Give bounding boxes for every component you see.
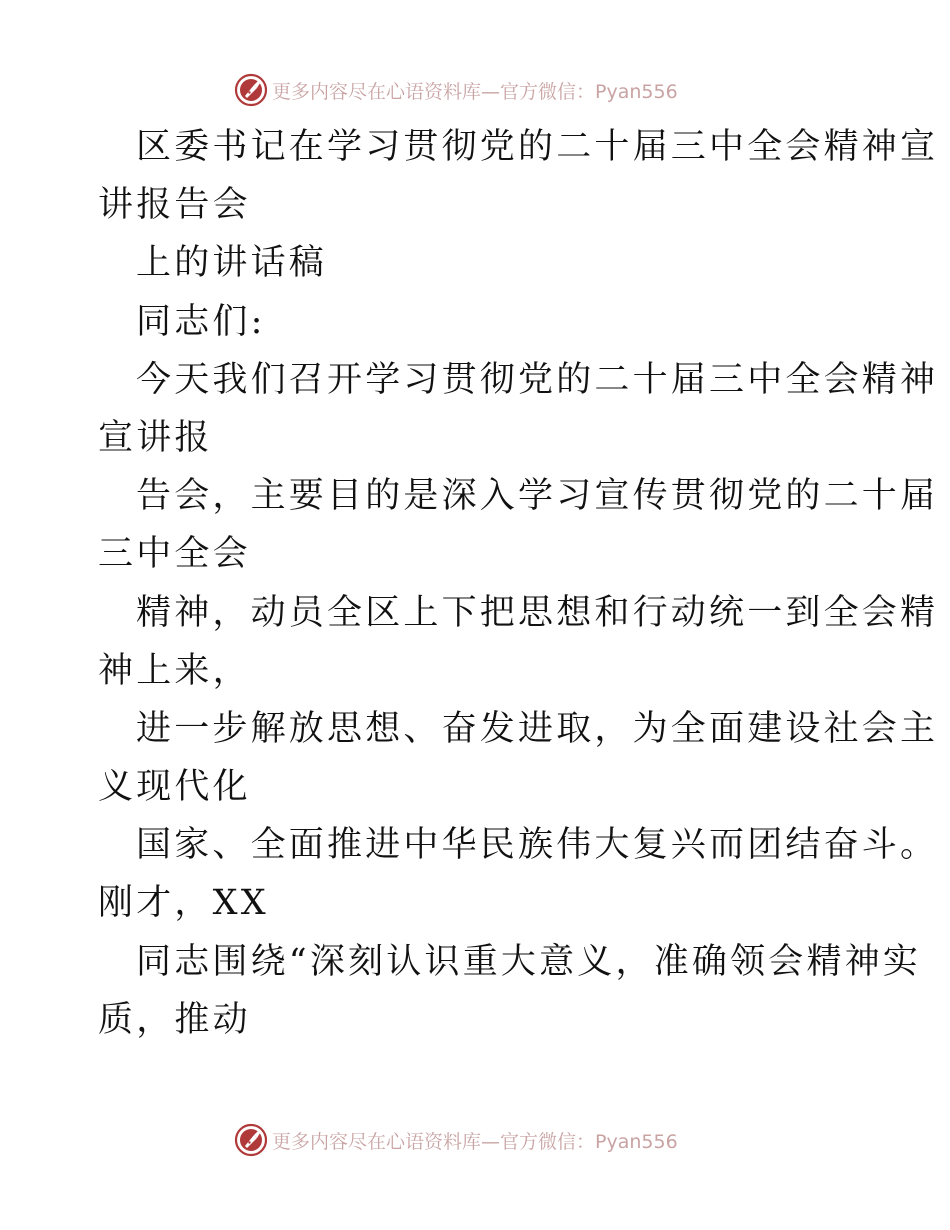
- document-body: [98, 118, 939, 1049]
- document-line: 三中全会: [98, 534, 251, 575]
- document-line: 进一步解放思想、奋发进取，为全面建设社会主: [136, 708, 939, 749]
- watermark-text: 更多内容尽在心语资料库—官方微信：Pyan556: [272, 1130, 678, 1153]
- document-line: 刚才，XX: [98, 883, 269, 924]
- document-line: 神上来，: [98, 650, 251, 691]
- watermark-text: 更多内容尽在心语资料库—官方微信：Pyan556: [272, 80, 678, 103]
- document-line: 区委书记在学习贯彻党的二十届三中全会精神宣: [136, 127, 939, 167]
- document-line: 告会，主要目的是深入学习宣传贯彻党的二十届: [136, 476, 939, 517]
- pen-nib-logo-icon: [234, 1123, 268, 1157]
- pen-nib-logo-icon: [234, 73, 268, 107]
- document-line: 今天我们召开学习贯彻党的二十届三中全会精神: [136, 359, 939, 400]
- salutation: 同志们:: [136, 301, 266, 342]
- document-line: 精神，动员全区上下把思想和行动统一到全会精: [136, 592, 939, 633]
- document-line: 同志围绕“深刻认识重大意义，准确领会精神实: [136, 941, 922, 982]
- header-watermark: [234, 72, 678, 108]
- document-line: 宣讲报: [98, 417, 213, 458]
- document-line: 上的讲话稿: [136, 243, 328, 284]
- document-line: 义现代化: [98, 767, 251, 808]
- footer-watermark: [234, 1122, 678, 1158]
- document-line: 讲报告会: [98, 185, 251, 226]
- document-line: 国家、全面推进中华民族伟大复兴而团结奋斗。: [136, 825, 939, 866]
- document-line: 质，推动: [98, 999, 251, 1040]
